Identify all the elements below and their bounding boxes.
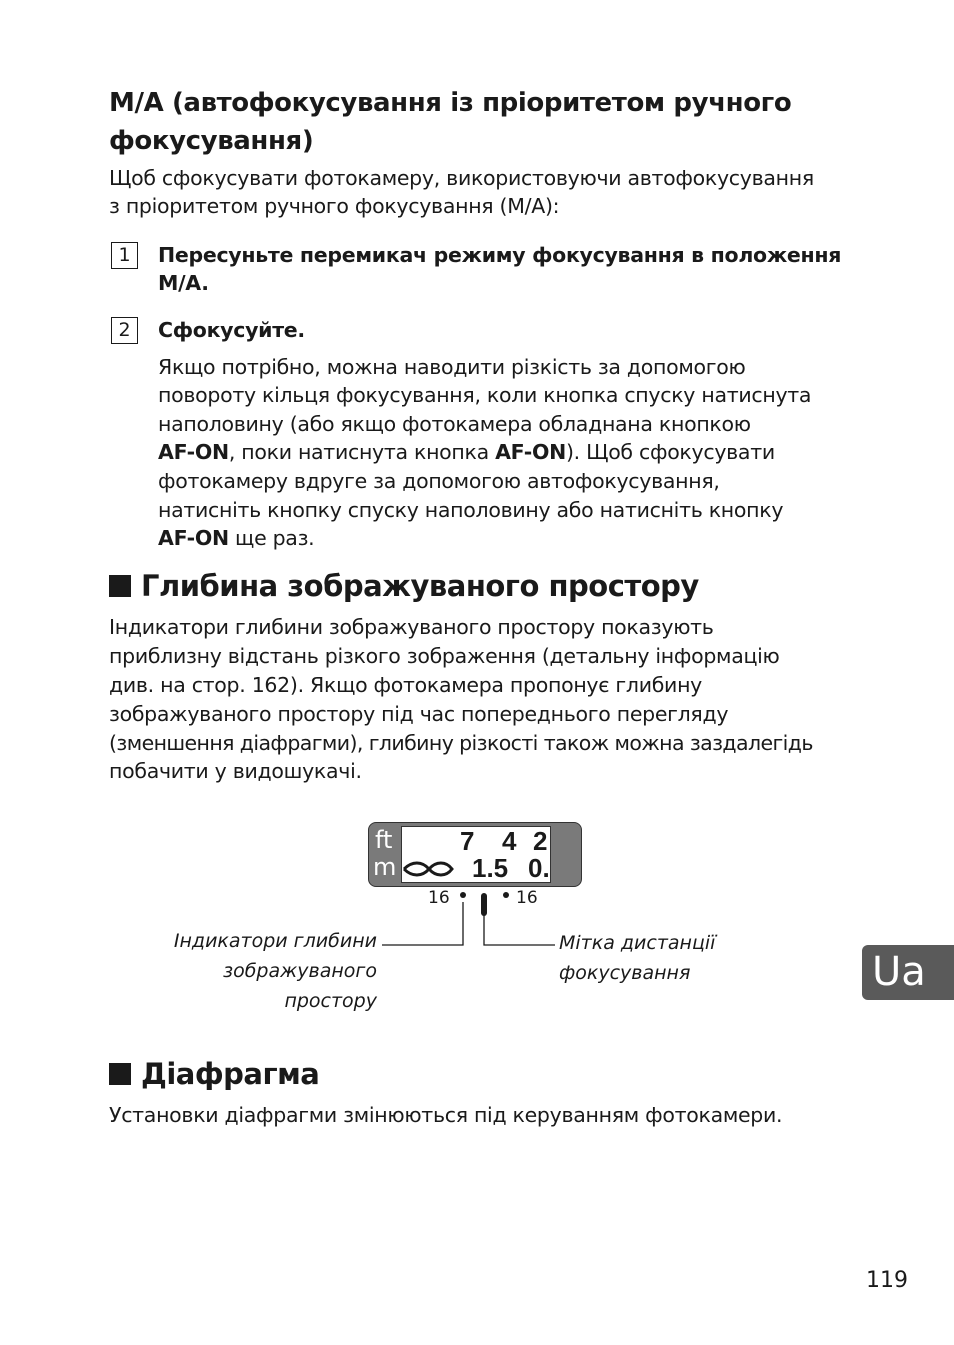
ft-value: 4 — [502, 826, 517, 856]
intro-text: Щоб сфокусувати фотокамеру, використовуючи автофокусування — [109, 166, 814, 190]
dof-indicator-dot — [460, 892, 466, 898]
square-bullet-icon — [109, 575, 131, 597]
unit-ft: ft — [375, 826, 393, 854]
body-text: побачити у видошукачі. — [109, 759, 362, 783]
step-body: натисніть кнопку спуску наполовину або натисніть кнопку — [158, 498, 784, 522]
m-value: 0. — [528, 853, 550, 883]
caption-focus-mark — [559, 928, 715, 988]
infinity-icon — [402, 859, 456, 879]
step-title: M/A. — [158, 271, 209, 295]
body-text: зображуваного простору під час попереднього перегляду — [109, 702, 729, 726]
intro-text: з пріоритетом ручного фокусування (M/A): — [109, 194, 560, 218]
section-heading-aperture — [109, 1056, 319, 1092]
section-title-ma-cont: фокусування) — [109, 126, 314, 156]
ft-value: 2 — [533, 826, 548, 856]
step-body: фотокамеру вдруге за допомогою автофокусування, — [158, 469, 720, 493]
body-text: (зменшення діафрагми), глибину різкості також можна заздалегідь — [109, 731, 813, 755]
page-number: 119 — [866, 1268, 908, 1293]
distance-scale-diagram — [368, 822, 582, 887]
caption-line: Мітка дистанції — [559, 932, 716, 954]
body-text: приблизну відстань різкого зображення (детальну інформацію — [109, 644, 780, 668]
body-text: Індикатори глибини зображуваного простору показують — [109, 615, 714, 639]
focus-distance-mark — [481, 893, 487, 916]
af-on-label: AF-ON — [495, 440, 566, 464]
diagram-leaders — [370, 885, 570, 950]
body-text: див. на стор. 162). Якщо фотокамера пропонує глибину — [109, 673, 703, 697]
step-number: 1 — [111, 242, 138, 269]
ft-value: 7 — [460, 826, 475, 856]
text: ще раз. — [228, 526, 315, 550]
caption-dof-indicators — [174, 926, 377, 1016]
step-title: Пересуньте перемикач режиму фокусування в положення — [158, 243, 842, 267]
caption-line: Індикатори глибини — [173, 930, 377, 952]
section-heading-dof — [109, 568, 699, 604]
step-body — [158, 438, 775, 467]
heading-text: Глибина зображуваного простору — [141, 569, 699, 603]
dof-indicator-dot — [503, 892, 509, 898]
body-text: Установки діафрагми змінюються під керуванням фотокамери. — [109, 1103, 783, 1127]
text: , поки натиснута кнопка — [228, 440, 496, 464]
caption-line: фокусування — [559, 962, 691, 984]
heading-text: Діафрагма — [141, 1057, 320, 1091]
unit-m: m — [373, 853, 397, 881]
dof-aperture-right: 16 — [516, 888, 538, 908]
step-title: Сфокусуйте. — [158, 318, 305, 342]
step-number: 2 — [111, 317, 138, 344]
language-tab: Ua — [862, 945, 954, 1000]
af-on-label: AF-ON — [158, 440, 229, 464]
af-on-label: AF-ON — [158, 526, 229, 550]
text: ). Щоб сфокусувати — [565, 440, 775, 464]
section-title-ma: M/A (автофокусування із пріоритетом ручного — [109, 88, 792, 118]
caption-line: зображуваного — [222, 960, 377, 982]
square-bullet-icon — [109, 1063, 131, 1085]
step-body: повороту кільця фокусування, коли кнопка спуску натиснута — [158, 383, 812, 407]
caption-line: простору — [284, 990, 377, 1012]
dof-aperture-left: 16 — [428, 888, 450, 908]
m-value: 1.5 — [472, 853, 509, 883]
step-body — [158, 524, 314, 553]
step-body: наполовину (або якщо фотокамера обладнана кнопкою — [158, 412, 751, 436]
step-body: Якщо потрібно, можна наводити різкість за допомогою — [158, 355, 746, 379]
